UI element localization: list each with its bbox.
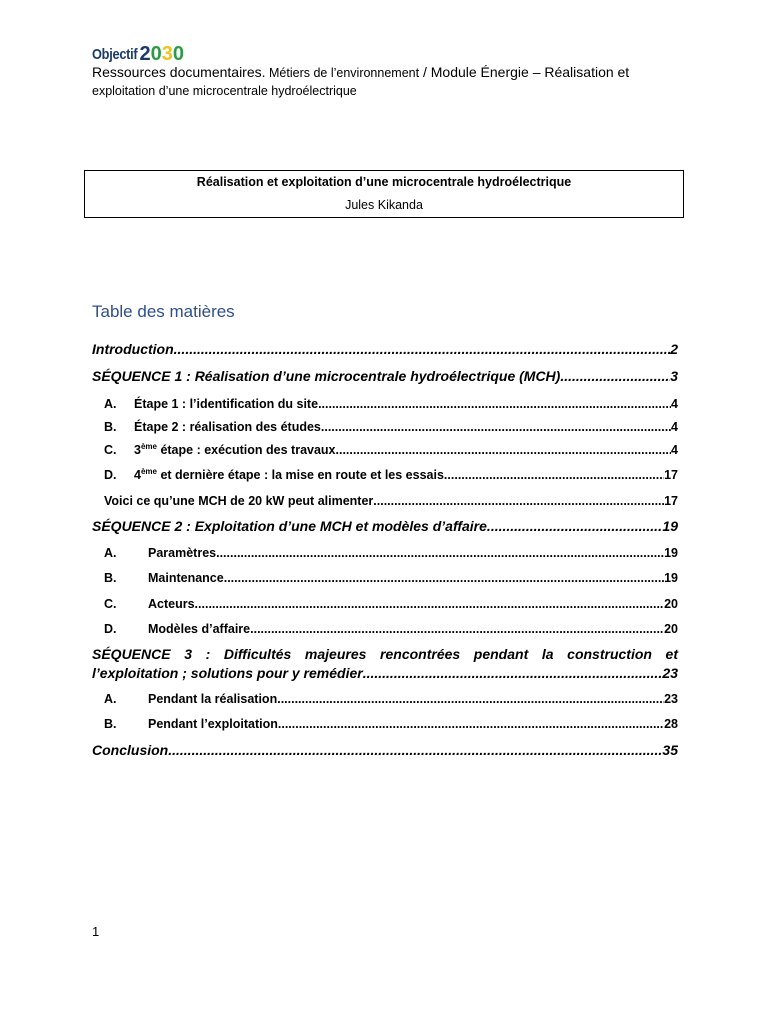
toc-leader	[277, 691, 664, 707]
toc-leader	[560, 367, 670, 385]
toc-entry-label: Acteurs	[148, 597, 195, 611]
document-title: Réalisation et exploitation d’une microcentrale hydroélectrique	[196, 175, 572, 189]
toc-entry-label: Modèles d’affaire	[148, 622, 251, 636]
toc-entry-letter: D.	[104, 468, 117, 482]
toc-leader	[174, 340, 671, 358]
toc-entry-page: 35	[662, 742, 678, 758]
toc-entry-maintenance[interactable]	[92, 570, 678, 586]
document-header	[92, 64, 678, 100]
logo-year	[139, 44, 184, 64]
toc-entry-etape-3[interactable]	[92, 442, 678, 458]
toc-entry-etape-2[interactable]	[92, 419, 678, 435]
toc-entry-etape-1[interactable]	[92, 396, 678, 412]
toc-entry-pendant-exploitation[interactable]	[92, 716, 678, 732]
toc-entry-introduction[interactable]	[92, 340, 678, 358]
toc-entry-page: 17	[664, 494, 678, 508]
toc-entry-label: Paramètres	[148, 546, 217, 560]
header-part-1: Ressources documentaires.	[92, 64, 266, 80]
logo-digit: 3	[161, 43, 173, 65]
toc-entry-letter: B.	[104, 571, 117, 585]
toc-entry-sequence-3[interactable]	[92, 645, 678, 683]
toc-entry-letter: A.	[104, 397, 117, 411]
toc-entry-page: 19	[662, 518, 678, 534]
toc-entry-letter: C.	[104, 443, 117, 457]
toc-entry-label: SÉQUENCE 3 : Difficultés majeures rencontrées pendant la construction et	[92, 646, 678, 662]
toc-entry-page: 20	[664, 597, 678, 611]
toc-entry-label: Pendant la réalisation	[148, 692, 278, 706]
logo-digit: 0	[172, 43, 184, 65]
toc-leader	[250, 621, 664, 637]
toc-entry-page: 23	[662, 665, 678, 681]
toc-entry-page: 4	[671, 443, 678, 457]
toc-leader	[216, 545, 664, 561]
toc-entry-label: SÉQUENCE 2 : Exploitation d’une MCH et modèles d’affaire.	[92, 518, 491, 534]
toc-leader	[278, 716, 664, 732]
toc-entry-ordinal: 3	[134, 443, 141, 457]
toc-entry-page: 20	[664, 622, 678, 636]
toc-entry-acteurs[interactable]	[92, 596, 678, 612]
toc-entry-page: 19	[664, 546, 678, 560]
toc-entry-ordinal: 4	[134, 468, 141, 482]
toc-entry-parametres[interactable]	[92, 545, 678, 561]
toc-entry-page: 2	[670, 341, 678, 357]
toc-entry-label: Conclusion	[92, 742, 169, 758]
toc-leader	[339, 442, 671, 458]
toc-entry-label: Étape 2 : réalisation des études.	[134, 420, 325, 434]
header-part-3: / Module Énergie – Réalisation et	[419, 64, 630, 80]
toc-heading: Table des matières	[92, 302, 235, 321]
toc-entry-modeles-affaire[interactable]	[92, 621, 678, 637]
toc-entry-letter: A.	[104, 692, 117, 706]
toc-entry-page: 4	[671, 397, 678, 411]
toc-entry-page: 4	[671, 420, 678, 434]
toc-entry-sequence-1[interactable]	[92, 367, 678, 385]
toc-entry-pendant-realisation[interactable]	[92, 691, 678, 707]
logo-digit: 2	[139, 43, 151, 65]
toc-entry-page: 3	[670, 368, 678, 384]
toc-leader	[195, 596, 665, 612]
logo-digit: 0	[150, 43, 162, 65]
toc-leader	[324, 419, 671, 435]
toc-entry-mch-20kw[interactable]	[92, 493, 678, 509]
toc-entry-label: Maintenance	[148, 571, 224, 585]
header-part-4: exploitation d’une microcentrale hydroélectrique	[92, 84, 357, 98]
toc-leader	[444, 467, 664, 483]
toc-entry-sequence-2[interactable]	[92, 517, 678, 535]
toc-entry-label: Étape 1 : l’identification du site	[134, 397, 319, 411]
header-part-2: Métiers de l’environnement	[265, 66, 420, 80]
toc-entry-page: 28	[664, 717, 678, 731]
toc-entry-label: Pendant l’exploitation	[148, 717, 278, 731]
page-number: 1	[92, 924, 100, 939]
toc-entry-superscript: ème	[140, 442, 157, 451]
toc-entry-page: 23	[664, 692, 678, 706]
toc-entry-page: 19	[664, 571, 678, 585]
toc-entry-conclusion[interactable]	[92, 741, 678, 759]
toc-entry-label: Voici ce qu’une MCH de 20 kW peut alimenter	[104, 494, 374, 508]
toc-leader	[373, 493, 664, 509]
toc-entry-page: 17	[664, 468, 678, 482]
toc-entry-letter: D.	[104, 622, 117, 636]
toc-entry-letter: B.	[104, 717, 117, 731]
objectif-2030-logo	[92, 44, 184, 64]
toc-entry-label: Introduction	[92, 341, 174, 357]
toc-leader	[168, 741, 662, 759]
toc-entry-superscript: ème	[140, 467, 157, 476]
toc-entry-etape-4[interactable]	[92, 467, 678, 483]
title-box	[84, 170, 684, 218]
toc-leader	[491, 517, 663, 535]
toc-entry-letter: B.	[104, 420, 117, 434]
toc-leader	[363, 664, 663, 683]
toc-entry-label: SÉQUENCE 1 : Réalisation d’une microcentrale hydroélectrique (MCH)	[92, 368, 561, 384]
toc-entry-label: et dernière étape : la mise en route et les essais	[156, 468, 444, 482]
document-author: Jules Kikanda	[345, 198, 423, 212]
toc-leader	[224, 570, 664, 586]
toc-entry-label-continued: l’exploitation ; solutions pour y remédier	[92, 665, 363, 681]
toc-entry-label: étape : exécution des travaux.	[156, 443, 339, 457]
logo-word: Objectif	[92, 45, 138, 63]
toc-leader	[318, 396, 671, 412]
toc-entry-letter: A.	[104, 546, 117, 560]
toc-entry-letter: C.	[104, 597, 117, 611]
